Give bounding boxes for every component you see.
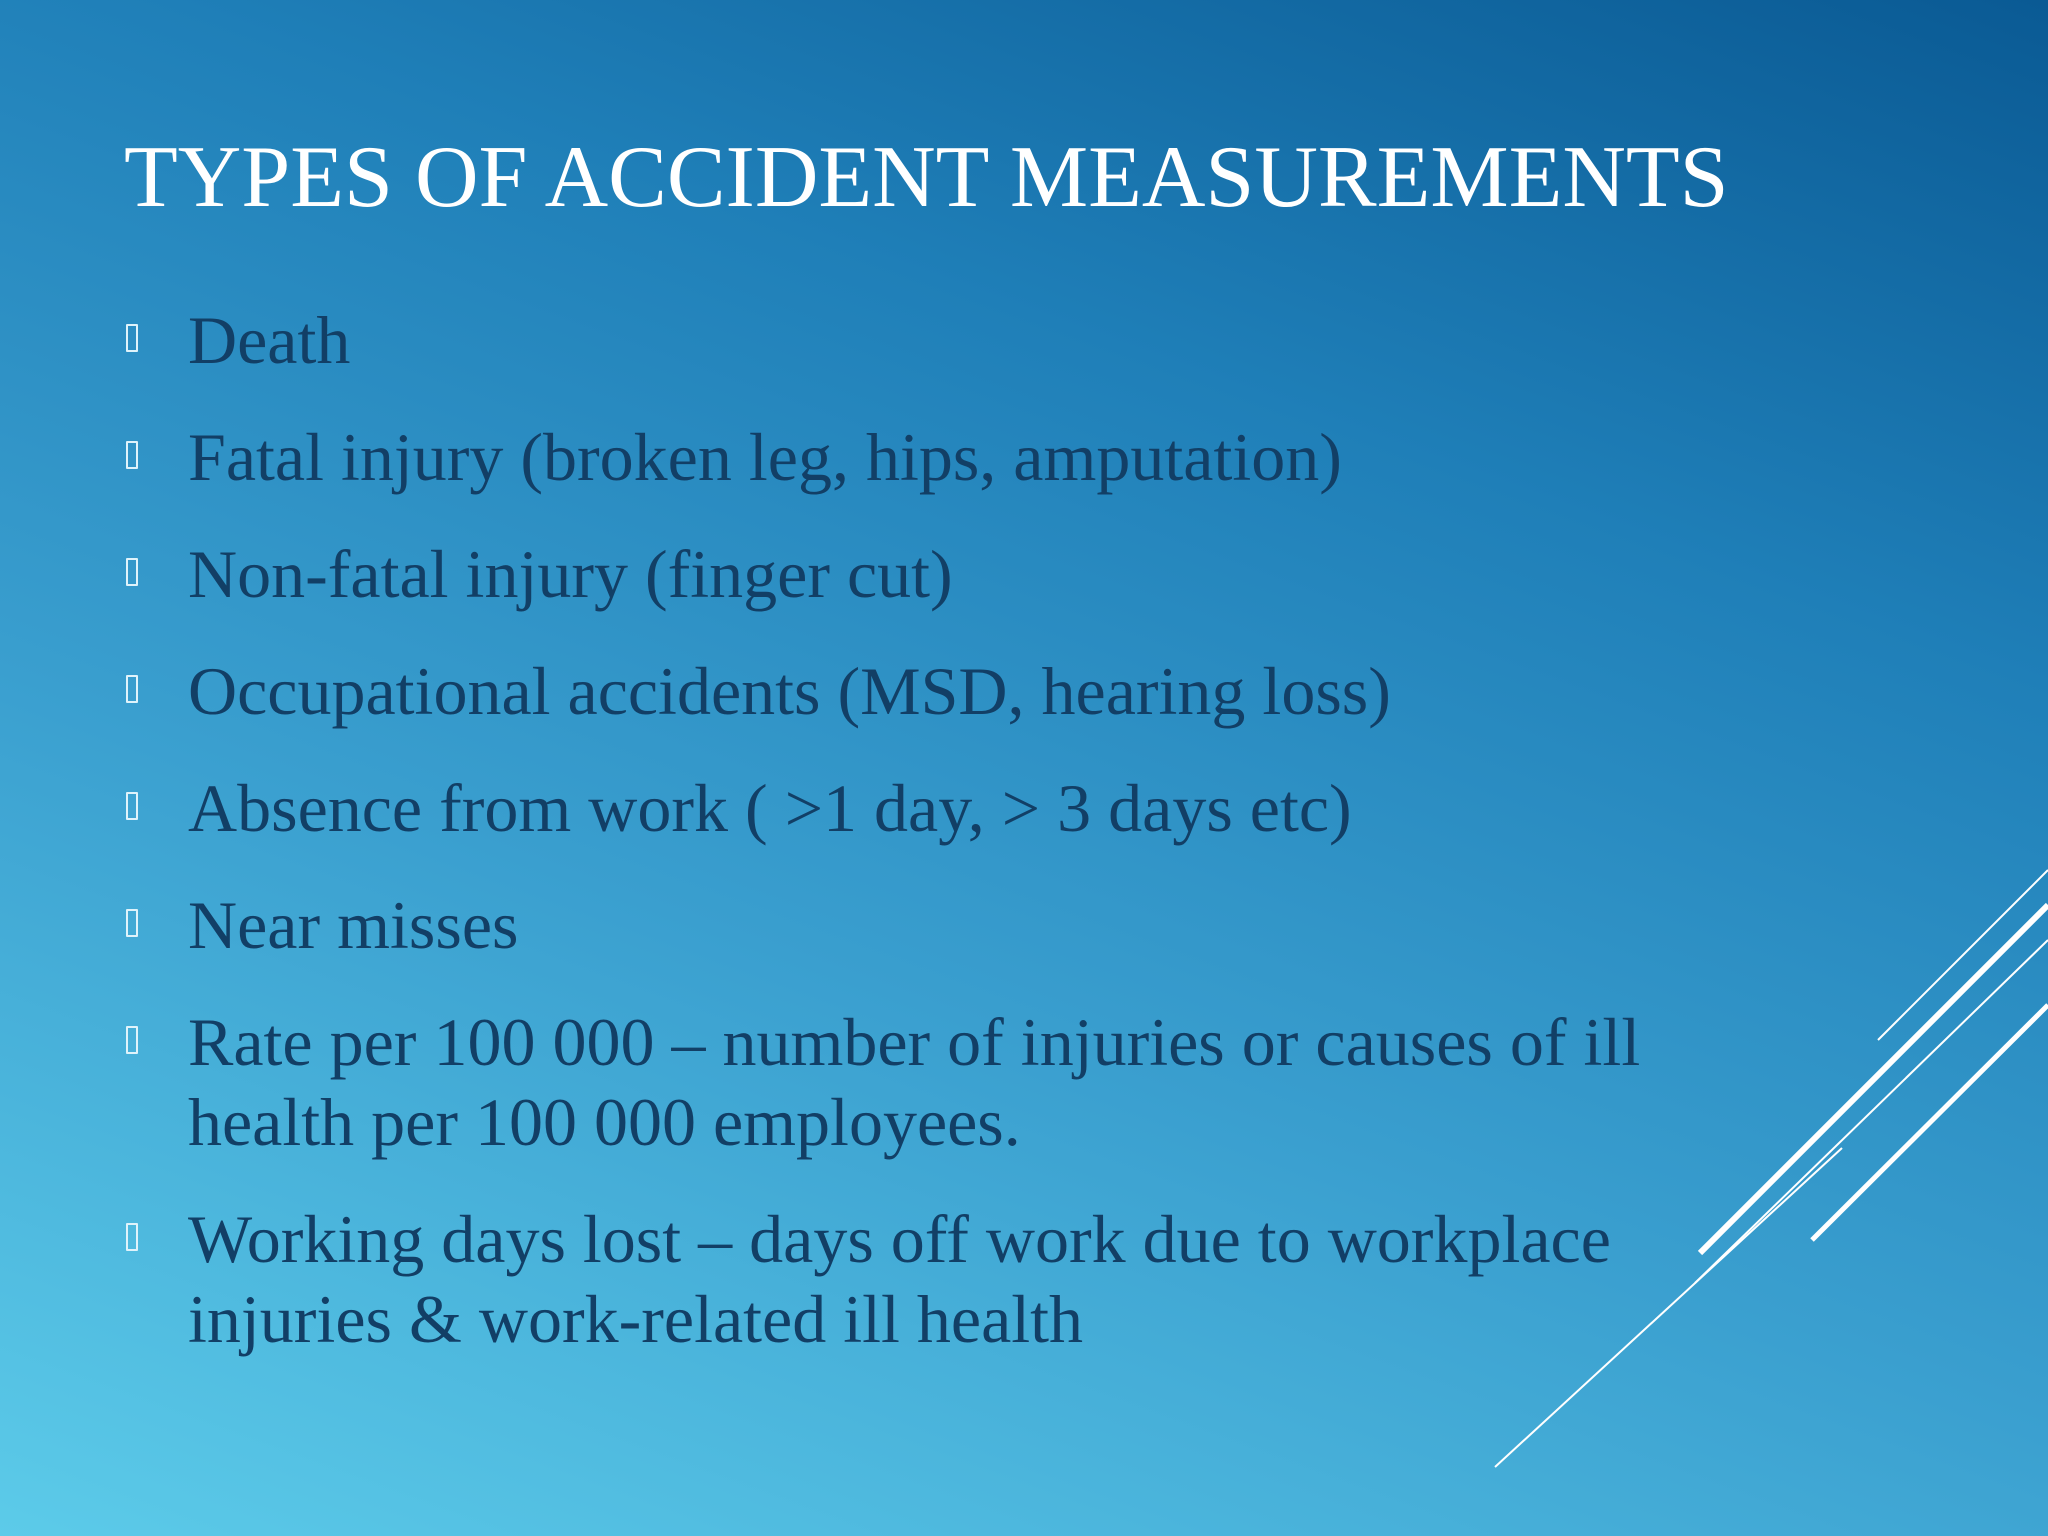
bullet-text: Death [188, 302, 351, 378]
decorative-line [1812, 1005, 2048, 1240]
decorative-line [1700, 905, 2048, 1253]
decorative-line [1495, 1148, 1842, 1467]
slide-title: TYPES OF ACCIDENT MEASUREMENTS [124, 129, 1729, 226]
bullet-text: Rate per 100 000 – number of injuries or causes of ill health per 100 000 employees. [188, 1004, 1641, 1160]
decorative-line [1695, 940, 2048, 1283]
decorative-line [1878, 870, 2048, 1040]
bullet-text: Fatal injury (broken leg, hips, amputation) [188, 419, 1342, 495]
bullet-text: Occupational accidents (MSD, hearing loss) [188, 653, 1391, 729]
bullet-text: Working days lost – days off work due to workplace injuries & work-related ill health [188, 1201, 1611, 1357]
bullet-text: Near misses [188, 887, 519, 963]
bullet-text: Absence from work ( >1 day, > 3 days etc) [188, 770, 1352, 846]
bullet-text: Non-fatal injury (finger cut) [188, 536, 953, 612]
